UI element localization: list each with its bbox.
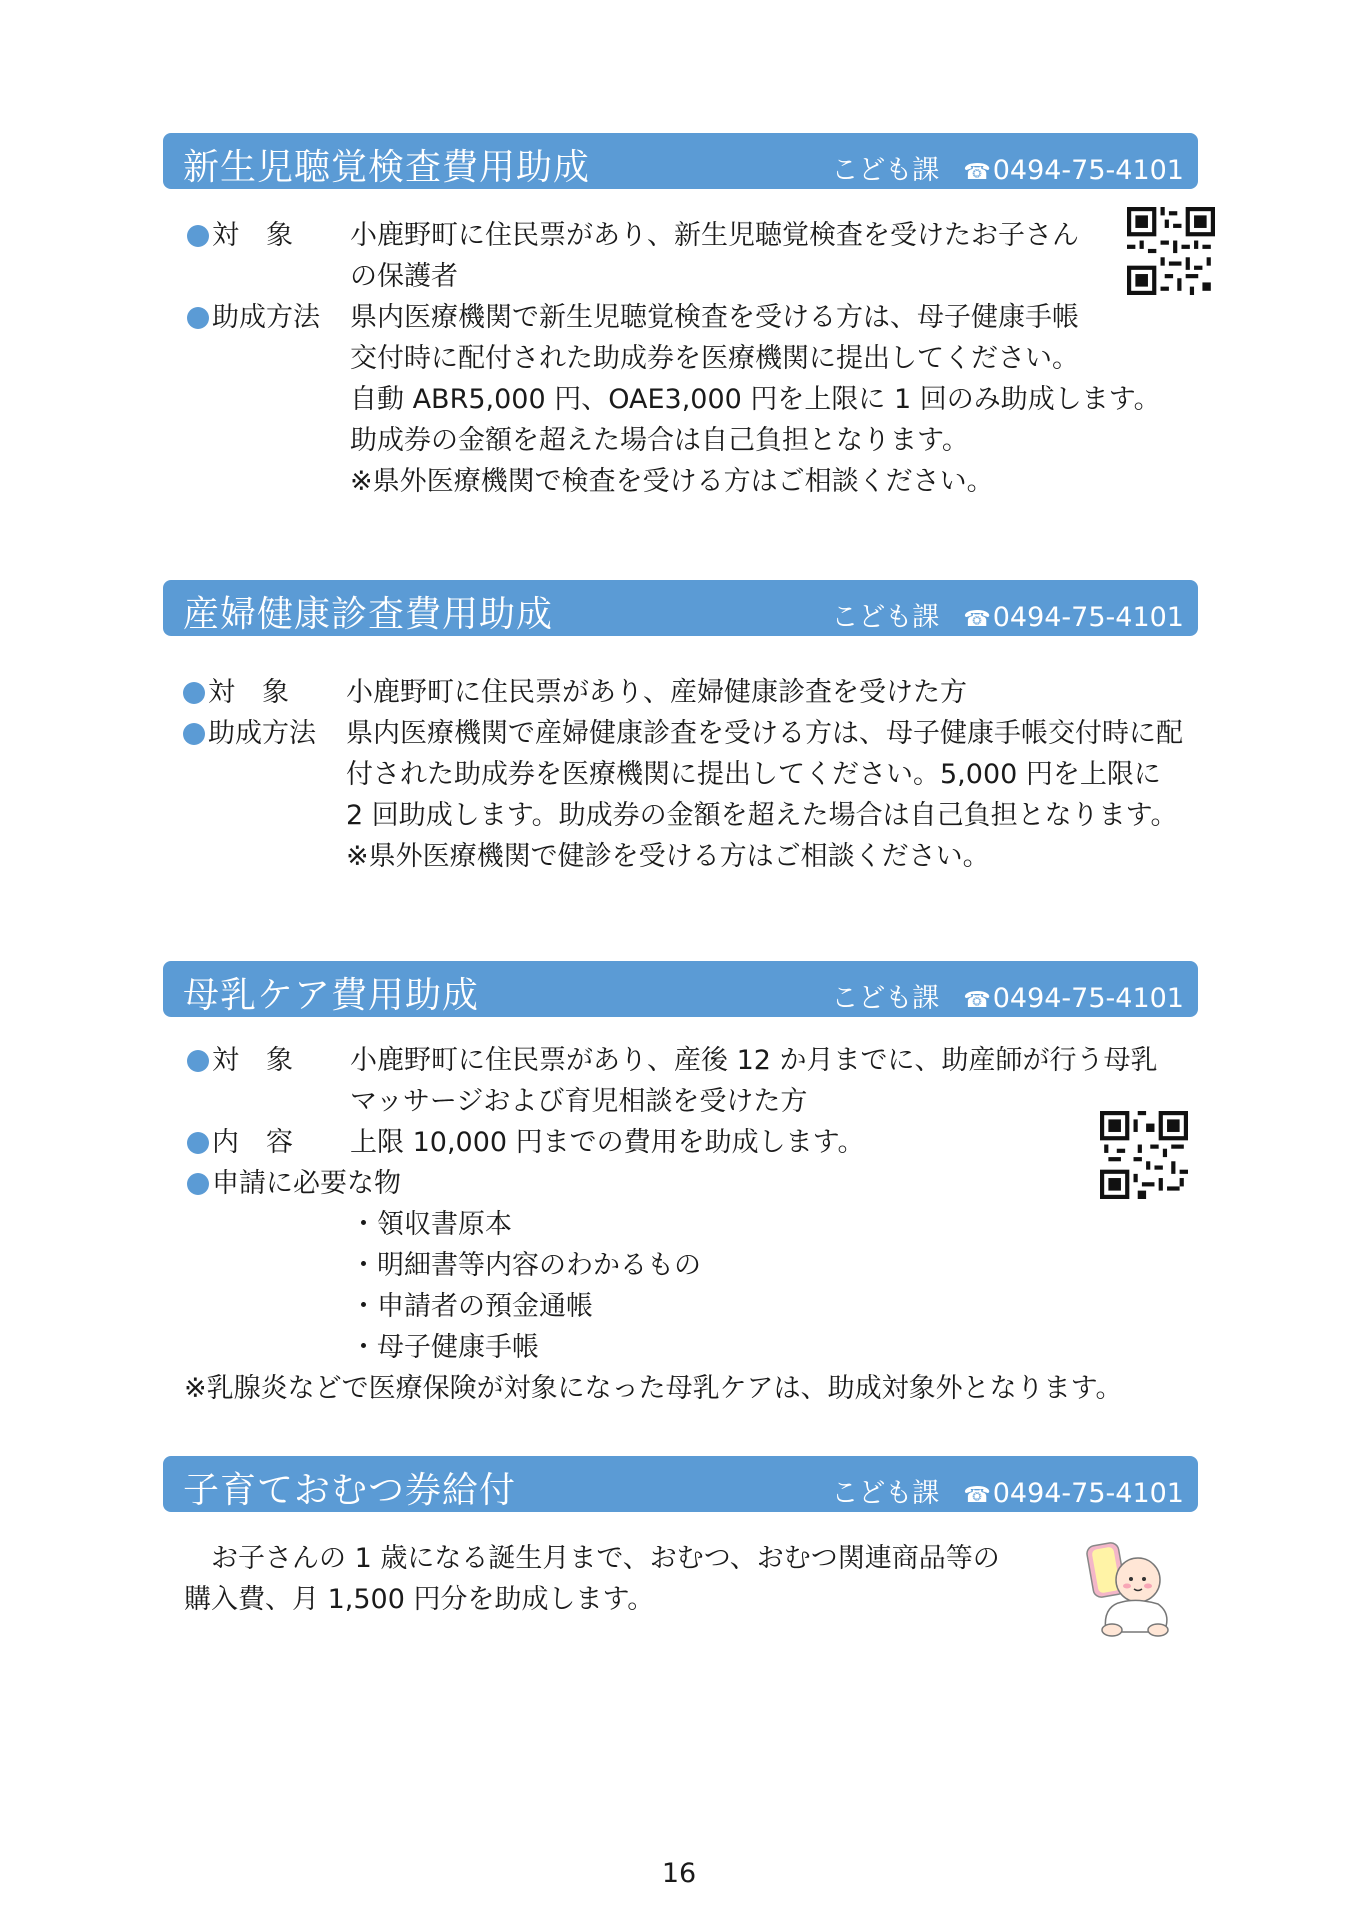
bullet-icon: [183, 723, 205, 745]
phone-number: 0494-75-4101: [992, 155, 1184, 186]
section-title: 新生児聴覚検査費用助成: [183, 147, 591, 188]
phone-icon: ☎: [963, 988, 991, 1013]
section-header-newborn-hearing: [163, 133, 1198, 189]
baby-illustration-icon: [1082, 1532, 1172, 1642]
contact-info: [831, 148, 1184, 187]
item-label: 申請に必要な物: [212, 1168, 401, 1199]
section-title: 子育ておむつ券給付: [183, 1470, 517, 1511]
bullet-icon: [187, 307, 209, 329]
item-label: 助成方法: [212, 302, 320, 333]
section-title: 産婦健康診査費用助成: [183, 594, 554, 635]
department-name: こども課: [831, 602, 940, 633]
required-item: ・母子健康手帳: [350, 1332, 539, 1363]
phone-icon: ☎: [963, 1483, 991, 1508]
note: ※乳腺炎などで医療保険が対象になった母乳ケアは、助成対象外となります。: [184, 1373, 1123, 1404]
item-label: 対 象: [212, 220, 293, 251]
phone-icon: ☎: [963, 160, 991, 185]
bullet-icon: [187, 225, 209, 247]
body-line: お子さんの 1 歳になる誕生月まで、おむつ、おむつ関連商品等の: [184, 1543, 1000, 1574]
section-header-postpartum-checkup: [163, 580, 1198, 636]
bullet-icon: [187, 1173, 209, 1195]
item-line: マッサージおよび育児相談を受けた方: [350, 1086, 808, 1117]
phone-icon: ☎: [963, 607, 991, 632]
item-label: 助成方法: [208, 718, 316, 749]
item-line: ※県外医療機関で健診を受ける方はご相談ください。: [346, 841, 990, 872]
item-line: 小鹿野町に住民票があり、産婦健康診査を受けた方: [346, 677, 967, 708]
contact-info: [831, 1471, 1184, 1510]
item-label: 内 容: [212, 1127, 293, 1158]
item-line: 自動 ABR5,000 円、OAE3,000 円を上限に 1 回のみ助成します。: [350, 384, 1161, 415]
required-item: ・領収書原本: [350, 1209, 512, 1240]
item-line: 助成券の金額を超えた場合は自己負担となります。: [350, 425, 969, 456]
qr-code-icon[interactable]: [1127, 207, 1215, 295]
item-line: ※県外医療機関で検査を受ける方はご相談ください。: [350, 466, 994, 497]
section-title: 母乳ケア費用助成: [183, 975, 480, 1016]
bullet-icon: [187, 1050, 209, 1072]
department-name: こども課: [831, 983, 940, 1014]
phone-number: 0494-75-4101: [992, 602, 1184, 633]
item-line: の保護者: [350, 261, 458, 292]
qr-code-icon[interactable]: [1100, 1111, 1188, 1199]
item-label: 対 象: [212, 1045, 293, 1076]
body-line: 購入費、月 1,500 円分を助成します。: [184, 1584, 655, 1615]
department-name: こども課: [831, 1478, 940, 1509]
section-header-diaper-voucher: [163, 1456, 1198, 1512]
item-line: 上限 10,000 円までの費用を助成します。: [350, 1127, 865, 1158]
contact-info: [831, 595, 1184, 634]
section-header-breast-care: [163, 961, 1198, 1017]
item-line: 小鹿野町に住民票があり、産後 12 か月までに、助産師が行う母乳: [350, 1045, 1158, 1076]
item-line: 小鹿野町に住民票があり、新生児聴覚検査を受けたお子さん: [350, 220, 1079, 251]
contact-info: [831, 976, 1184, 1015]
item-line: 県内医療機関で産婦健康診査を受ける方は、母子健康手帳交付時に配: [346, 718, 1183, 749]
item-line: 交付時に配付された助成券を医療機関に提出してください。: [350, 343, 1079, 374]
page-number: 16: [661, 1858, 697, 1889]
department-name: こども課: [831, 155, 940, 186]
bullet-icon: [187, 1132, 209, 1154]
phone-number: 0494-75-4101: [992, 1478, 1184, 1509]
required-item: ・明細書等内容のわかるもの: [350, 1250, 701, 1281]
item-line: 付された助成券を医療機関に提出してください。5,000 円を上限に: [346, 759, 1161, 790]
phone-number: 0494-75-4101: [992, 983, 1184, 1014]
item-line: 2 回助成します。助成券の金額を超えた場合は自己負担となります。: [346, 800, 1178, 831]
item-label: 対 象: [208, 677, 289, 708]
bullet-icon: [183, 682, 205, 704]
item-line: 県内医療機関で新生児聴覚検査を受ける方は、母子健康手帳: [350, 302, 1079, 333]
required-item: ・申請者の預金通帳: [350, 1291, 593, 1322]
